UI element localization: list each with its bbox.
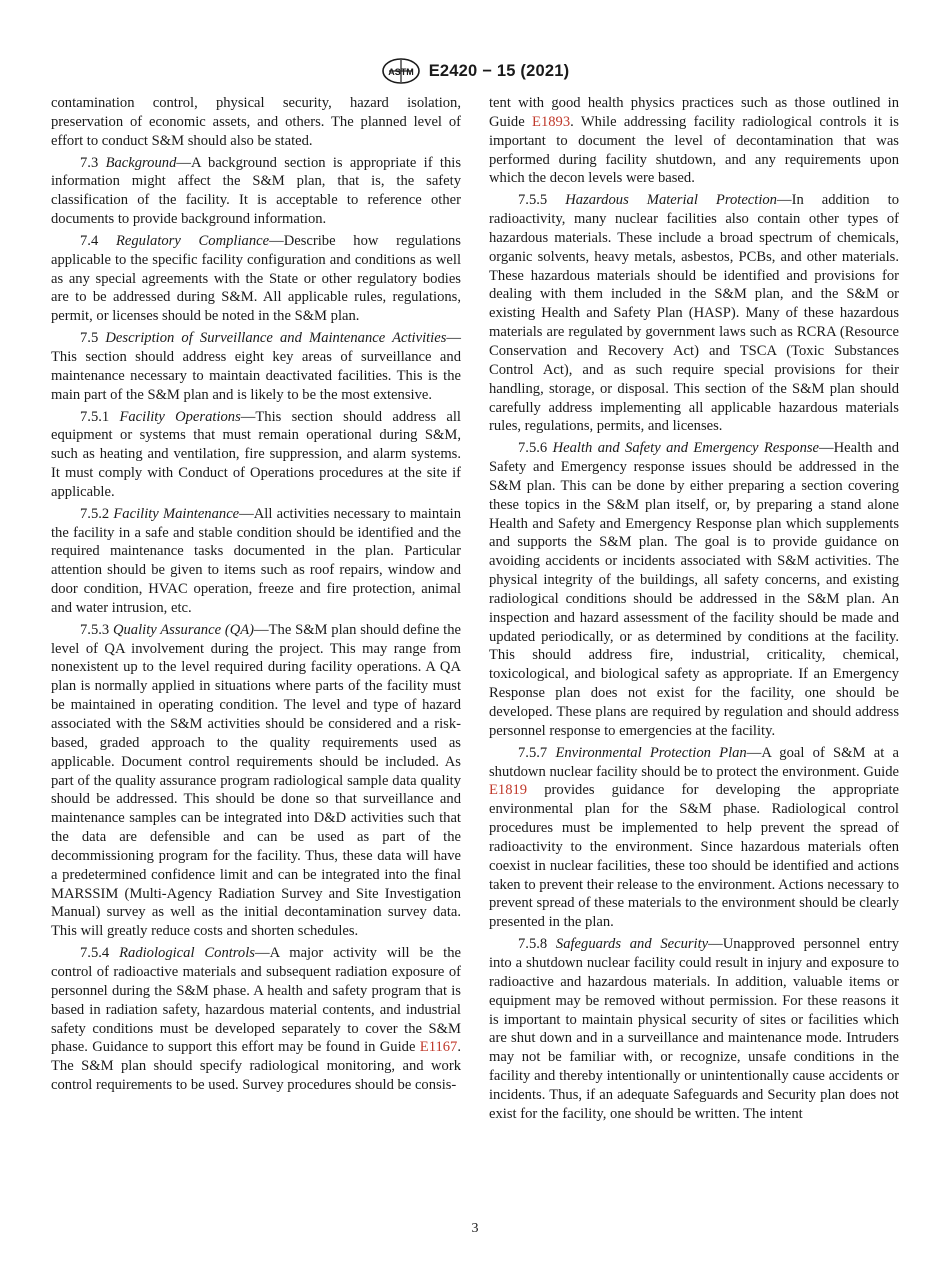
section-text: —Describe how regulations applicable to the specific facility configuration and conditions as well as any special agreements with the State or other regulatory bodies are to be addressed during S&M. All applicable rules, regulations, permit, or licenses should be noted in the S&M plan. bbox=[51, 232, 461, 325]
left-column bbox=[51, 94, 461, 1098]
section-number: 7.5.5 bbox=[518, 192, 548, 209]
section-text: —This section should address eight key areas of surveillance and maintenance necessary to maintain deactivated facilities. This is the main part of the S&M plan and is likely to be the most extensive. bbox=[51, 330, 461, 403]
section-7-5-3 bbox=[51, 621, 461, 941]
section-title: Description of Surveillance and Maintenance Activities bbox=[105, 330, 447, 347]
section-text: —Unapproved personnel entry into a shutdown nuclear facility could result in injury and exposure to radioactive and hazardous materials. In addition, valuable items or equipment may be removed without permission. For these reasons it is important to maintain physical security of sites or facilities which are shut down and in a surveillance and maintenance mode. Intruders may not be familiar with, or recognize, unsafe conditions in the facility and thereby intentionally or unintentionally cause accidents or incidents. Thus, if an adequate Safeguards and Security plan does not exist for the facility, one should be written. The intent bbox=[489, 936, 899, 1122]
section-text: —This section should address all equipment or systems that must remain operational during S&M, such as heating and ventilation, fire suppression, and alarm systems. It must comply with Conduct of Operations procedures at the site if applicable. bbox=[51, 408, 461, 500]
section-7-5-6 bbox=[489, 439, 899, 741]
paragraph-continuation bbox=[51, 94, 461, 151]
section-title: Hazardous Material Protection bbox=[565, 192, 777, 209]
section-text: —In addition to radioactivity, many nuclear facilities also contain other types of hazardous materials. These include a broad spectrum of chemicals, organic solvents, heavy metals, asbestos, PCBs, and other materials. These hazardous materials should be identified and provisions for dealing with them included in the S&M plan, and the S&M or existing Health and Safety Plan (HASP). Many of these hazardous materials are regulated by government laws such as RCRA (Resource Conservation and Recovery Act) and TSCA (Toxic Substances Control Act), and as such require special provisions for their handling, storage, or disposal. This section of the S&M plan should carefully address implementing all applicable hazardous materials rules, regulations, permits, and licenses. bbox=[489, 192, 899, 435]
section-number: 7.5.4 bbox=[80, 945, 110, 962]
section-title: Background bbox=[105, 154, 177, 171]
section-number: 7.5.2 bbox=[80, 505, 110, 522]
section-7-5-1 bbox=[51, 408, 461, 502]
reference-link-e1167[interactable]: E1167 bbox=[419, 1039, 458, 1056]
section-title: Facility Maintenance bbox=[113, 505, 240, 522]
page-header bbox=[0, 57, 950, 85]
section-text: —A background section is appropriate if this information might affect the S&M plan, that is, the safety classification of the facility. It is acceptable to reference other documents to provide background information. bbox=[51, 154, 461, 228]
section-text: —All activities necessary to maintain the facility in a safe and stable condition should be identified and the required maintenance tasks documented in the plan. Particular attention should be given to items such as roof repairs, window and door condition, HVAC operation, freeze and fire protection, animal and water intrusion, etc. bbox=[51, 505, 461, 616]
section-text: —A major activity will be the control of radioactive materials and subsequent radiation exposure of personnel during the S&M phase. A health and safety program that is based in radiation safety, hazardous material contents, and industrial safety conditions must be developed separately to cover the S&M phase. Guidance to support this effort may be found in Guide bbox=[51, 945, 461, 1056]
paragraph-text: . While addressing facility radiological controls it is important to document the level of decontamination that was performed during facility shutdown, and any requirements upon which the decon levels were based. bbox=[489, 113, 899, 187]
section-number: 7.5.7 bbox=[518, 744, 548, 761]
section-number: 7.5 bbox=[80, 330, 99, 347]
section-7-5-4 bbox=[51, 944, 461, 1095]
right-column bbox=[489, 94, 899, 1127]
section-7-5-7 bbox=[489, 744, 899, 932]
svg-text:ASTM: ASTM bbox=[387, 67, 414, 77]
section-7-5-2 bbox=[51, 505, 461, 618]
section-title: Regulatory Compliance bbox=[115, 232, 270, 249]
section-title: Safeguards and Security bbox=[555, 936, 709, 953]
section-7-3 bbox=[51, 154, 461, 229]
paragraph-text: contamination control, physical security, hazard isolation, preservation of economic assets, and others. The planned level of effort to conduct S&M should also be stated. bbox=[51, 95, 461, 149]
paragraph-text: tent with good health physics practices such as those outlined in Guide bbox=[489, 95, 899, 130]
section-number: 7.5.3 bbox=[80, 621, 110, 638]
section-title: Quality Assurance (QA) bbox=[112, 621, 255, 638]
section-text: —A goal of S&M at a shutdown nuclear facility should be to protect the environment. Guide bbox=[489, 744, 899, 780]
reference-link-e1893[interactable]: E1893 bbox=[532, 113, 571, 130]
section-7-5-8 bbox=[489, 935, 899, 1123]
section-text: . The S&M plan should specify radiological monitoring, and work control requirements to be used. Survey procedures should be consis- bbox=[51, 1039, 461, 1094]
section-title: Facility Operations bbox=[119, 408, 241, 425]
section-title: Health and Safety and Emergency Response bbox=[552, 440, 820, 457]
astm-logo-icon bbox=[381, 57, 421, 85]
section-title: Radiological Controls bbox=[119, 945, 255, 962]
section-text: —The S&M plan should define the level of QA involvement during the project. This may range from nonexistent up to the level required during facility operations. A QA plan is normally applied in situations where parts of the facility must be maintained in operating condition. The level and type of hazard associated with the S&M activities should be considered and a risk-based, graded approach to the quality requirements used as applicable. Document control requirements should be included. As part of the quality assurance program radiological sample data quality should be addressed. This should be done so that surveillance and maintenance samples can be integrated into D&D activities such that the data are defensible and can be used as part of the decommissioning program for the facility. Thus, these data will have a predetermined confidence limit and can be integrated into the final MARSSIM (Multi-Agency Radiation Survey and Site Investigation Manual) survey as well as the initial decontamination survey data. This will greatly reduce costs and shorten schedules. bbox=[51, 621, 461, 940]
section-text: provides guidance for developing the appropriate environmental plan for the S&M phase. Radiological control procedures must be implemented to help prevent the spread of radioactivity to the environment. Since hazardous materials often coexist in nuclear facilities, these too should be identified and actions taken to prevent their release to the environment. Actions necessary to prevent spread of these materials to the environment should be clearly presented in the plan. bbox=[489, 782, 899, 931]
section-text: —Health and Safety and Emergency response issues should be addressed in the S&M plan. This can be done by either preparing a section covering these topics in the S&M plan itself, or, by preparing a stand alone Health and Safety and Emergency Response plan which supplements and supports the S&M plan. The goal is to provide guidance on avoiding accidents or incidents associated with S&M activities. The physical integrity of the buildings, all safety concerns, and existing radiological conditions should be addressed in the S&M plan. An inspection and hazard assessment of the facility should be made and updated periodically, or as determined by conditions at the facility. This should address fire, industrial, criticality, chemical, toxicological, and biological safety as appropriate. If an Emergency Response plan does not exist for the facility, one should be developed. These plans are required by regulation and should address personnel response to emergencies at the facility. bbox=[489, 440, 900, 739]
section-number: 7.4 bbox=[80, 232, 99, 249]
paragraph-continuation bbox=[489, 94, 899, 188]
page-number: 3 bbox=[471, 1221, 479, 1236]
reference-link-e1819[interactable]: E1819 bbox=[489, 782, 528, 799]
section-7-5 bbox=[51, 329, 461, 404]
section-number: 7.5.1 bbox=[80, 408, 110, 425]
section-7-5-5 bbox=[489, 191, 899, 436]
section-number: 7.5.8 bbox=[518, 936, 548, 953]
section-number: 7.5.6 bbox=[518, 440, 548, 457]
document-id: E2420 − 15 (2021) bbox=[428, 61, 570, 80]
section-title: Environmental Protection Plan bbox=[555, 744, 747, 761]
section-number: 7.3 bbox=[80, 154, 99, 171]
section-7-4 bbox=[51, 232, 461, 326]
